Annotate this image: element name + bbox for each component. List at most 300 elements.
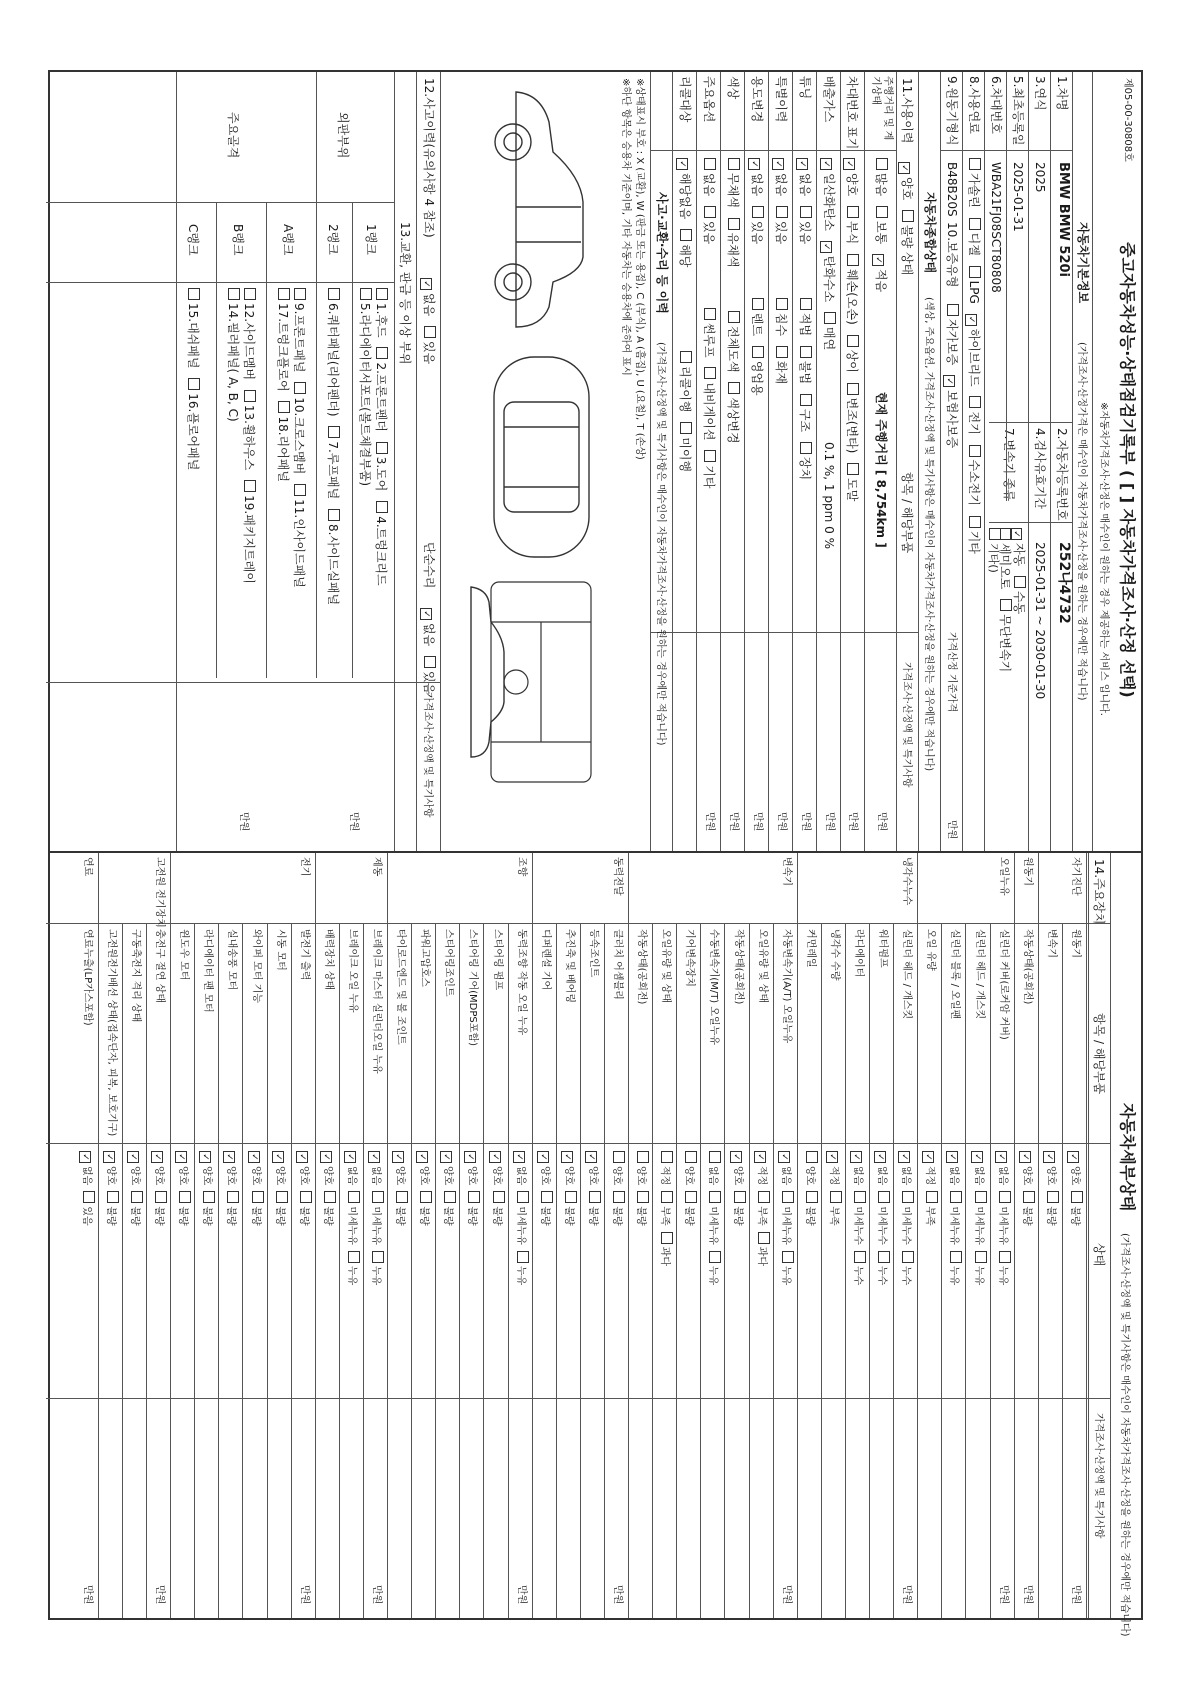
detail-item-label: 연료누출(LP가스포함) <box>81 929 93 1026</box>
detail-item-label: 발전기 출력 <box>298 929 310 981</box>
status-checkbox[interactable]: 부족 <box>921 1185 938 1225</box>
status-checkbox[interactable]: 양호 <box>632 1145 649 1185</box>
status-checkbox[interactable]: 미세누유 <box>367 1185 384 1245</box>
trans-cvt-checkbox[interactable]: 무단변속기 <box>997 593 1013 672</box>
status-checkbox[interactable]: 없음 <box>705 1145 722 1185</box>
detail-status-options <box>439 1145 456 1226</box>
status-checkbox[interactable]: ✓양호 <box>488 1145 504 1185</box>
reg-number-value: 252나4732 <box>1056 542 1072 624</box>
form-number: 제05-00-30808호 <box>1122 78 1133 162</box>
special-history-options <box>772 152 789 384</box>
status-checkbox[interactable]: 불량 <box>560 1185 577 1225</box>
status-checkbox[interactable]: 불량 <box>126 1185 143 1225</box>
detail-status-options <box>174 1145 191 1226</box>
device-group-label: 제동 <box>371 857 383 877</box>
row-divider <box>1014 853 1015 1618</box>
car-top-view <box>494 357 589 557</box>
detail-unit: 만원 <box>81 1585 93 1605</box>
tuning-yes-checkbox[interactable]: 있음 <box>797 200 813 244</box>
trans-semi-checkbox[interactable]: 세미오토 <box>997 522 1013 589</box>
vin-mark-label: 차대번호 표기 <box>845 76 859 150</box>
emission-co-checkbox[interactable]: ✓일산화탄소 <box>820 152 837 231</box>
status-checkbox[interactable]: 불량 <box>1018 1185 1035 1225</box>
accident-note: (가격조사·산정액 및 특기사항은 매수인이 자동차가격조사·산정을 원하는 경우에만 적습니다) <box>655 342 666 746</box>
row-divider <box>484 923 485 1618</box>
detail-status-options <box>415 1145 432 1226</box>
detail-price-col: 가격조사·산정액 및 특기사항 <box>1093 1413 1104 1539</box>
use-change-options <box>748 152 765 396</box>
status-checkbox[interactable]: ✓양호 <box>536 1145 552 1185</box>
row-divider <box>676 923 677 1618</box>
color-chromatic-checkbox[interactable]: 유채색 <box>725 212 741 268</box>
tuning-legal-checkbox[interactable]: 적법 <box>797 292 813 336</box>
status-checkbox[interactable]: ✓양호 <box>198 1145 214 1185</box>
detail-item-label: 추진축 및 베어링 <box>563 929 575 1003</box>
row-divider <box>941 923 942 1618</box>
status-checkbox[interactable]: ✓양호 <box>295 1145 311 1185</box>
recall-na-checkbox[interactable]: ✓해당없음 <box>676 152 693 219</box>
status-checkbox[interactable]: 미세누유 <box>343 1185 360 1245</box>
status-checkbox[interactable]: 미세누유 <box>705 1185 722 1245</box>
detail-status-options <box>488 1145 505 1226</box>
status-checkbox[interactable]: 불량 <box>247 1185 264 1225</box>
row-divider <box>218 923 219 1618</box>
part-13-checkbox[interactable]: 13.휠하우스 <box>241 384 257 470</box>
part-16-checkbox[interactable]: 16.플로어패널 <box>185 372 201 470</box>
status-checkbox[interactable]: 불량 <box>632 1185 649 1225</box>
device-group-label: 자기진단 <box>1070 857 1081 896</box>
status-checkbox[interactable]: ✓없음 <box>777 1145 793 1185</box>
status-checkbox[interactable]: 누유 <box>512 1245 529 1285</box>
detail-status-options <box>705 1145 722 1285</box>
part-14-checkbox[interactable]: 14.필러패널( A, B, C) <box>225 282 241 422</box>
accident-price-col: 가격조사·산정액 및 특기사항 <box>422 692 433 818</box>
emission-hc-checkbox[interactable]: ✓탄화수소 <box>820 235 837 302</box>
status-checkbox[interactable]: ✓양호 <box>584 1145 600 1185</box>
status-checkbox[interactable]: ✓양호 <box>102 1145 118 1185</box>
usage-bad-checkbox[interactable]: 불량 <box>899 204 915 248</box>
detail-status-options <box>150 1145 167 1226</box>
status-checkbox[interactable]: 누유 <box>343 1245 360 1285</box>
part-17-checkbox[interactable]: 17.트렁크플로어 <box>275 282 291 392</box>
status-checkbox[interactable]: 불량 <box>319 1185 336 1225</box>
fuel-hybrid-checkbox[interactable]: ✓하이브리드 <box>965 308 982 387</box>
status-checkbox[interactable]: ✓없음 <box>512 1145 528 1185</box>
detail-item-label: 브레이크 마스터 실린더오일 누유 <box>371 929 383 1074</box>
options-sunroof-checkbox[interactable]: 썬루프 <box>701 302 717 358</box>
detail-unit: 만원 <box>1021 1585 1033 1605</box>
detail-status-options <box>560 1145 577 1226</box>
status-checkbox[interactable]: 미세누유 <box>946 1185 963 1245</box>
rank-1-label: 1랭크 <box>364 224 378 255</box>
detail-status-options <box>680 1145 697 1226</box>
status-checkbox[interactable]: 미세누수 <box>897 1185 914 1245</box>
status-checkbox[interactable]: ✓없음 <box>78 1145 94 1185</box>
status-checkbox[interactable]: ✓양호 <box>439 1145 455 1185</box>
row-divider <box>315 853 316 1618</box>
status-checkbox[interactable]: ✓적정 <box>753 1145 769 1185</box>
status-checkbox[interactable]: ✓양호 <box>391 1145 407 1185</box>
status-checkbox[interactable]: ✓없음 <box>367 1145 383 1185</box>
simple-repair-yes-checkbox[interactable]: 있음 <box>421 650 437 694</box>
fuel-lpg-checkbox[interactable]: LPG <box>966 260 982 304</box>
status-checkbox[interactable]: ✓적정 <box>825 1145 841 1185</box>
fuel-gasoline-checkbox[interactable]: 가솔린 <box>966 152 982 208</box>
part-18-checkbox[interactable]: 18.리어패널 <box>275 395 291 481</box>
status-checkbox[interactable]: 미세누수 <box>849 1185 866 1245</box>
status-checkbox[interactable]: 불량 <box>198 1185 215 1225</box>
color-change-checkbox[interactable]: 색상변경 <box>725 376 741 443</box>
status-checkbox[interactable]: 불량 <box>174 1185 191 1225</box>
fuel-hydrogen-checkbox[interactable]: 수소전기 <box>966 439 982 506</box>
status-checkbox[interactable]: ✓양호 <box>560 1145 576 1185</box>
detail-item-label: 브레이크 오일 누유 <box>347 929 358 1013</box>
status-checkbox[interactable]: ✓양호 <box>247 1145 263 1185</box>
price-col: 가격조사·산정액 및 특기사항 <box>901 662 912 788</box>
row-divider <box>532 853 533 1618</box>
basic-unit: 만원 <box>946 820 957 840</box>
status-checkbox[interactable]: 불량 <box>680 1185 697 1225</box>
first-reg-value: 2025-01-31 <box>1011 162 1025 232</box>
part-15-checkbox[interactable]: 15.대쉬패널 <box>185 282 201 368</box>
mileage-normal-checkbox[interactable]: 보통 <box>873 200 889 244</box>
status-checkbox[interactable]: 불량 <box>1066 1185 1083 1225</box>
special-none-checkbox[interactable]: ✓없음 <box>772 152 789 196</box>
detail-status-col: 상태 <box>1092 1243 1106 1267</box>
status-checkbox[interactable]: ✓양호 <box>729 1145 745 1185</box>
detail-status-options <box>897 1145 914 1285</box>
outer-panel-label: 외판부위 <box>336 112 350 159</box>
fuel-etc-checkbox[interactable]: 기타 <box>966 510 982 554</box>
year-value: 2025 <box>1033 162 1047 193</box>
warranty-price-note: 가격산정 기준가격 <box>946 632 957 713</box>
rank-2-label: 2랭크 <box>326 224 340 255</box>
inspection-sheet <box>48 70 1143 1637</box>
mileage-high-checkbox[interactable]: 많음 <box>873 152 889 196</box>
rank-1-items-a <box>373 282 389 586</box>
detail-unit: 만원 <box>612 1585 624 1605</box>
part-10-checkbox[interactable]: 10.크로스멤버 <box>291 376 307 474</box>
status-checkbox[interactable]: 미세누유 <box>777 1185 794 1245</box>
status-checkbox[interactable]: 부족 <box>656 1185 673 1225</box>
status-checkbox[interactable]: 불량 <box>608 1185 625 1225</box>
fuel-diesel-checkbox[interactable]: 디젤 <box>966 212 982 256</box>
status-checkbox[interactable]: ✓양호 <box>1018 1145 1034 1185</box>
detail-status-options <box>78 1145 95 1226</box>
use-commercial-checkbox[interactable]: 영업용 <box>749 340 765 396</box>
rank-b-items-a <box>241 282 257 584</box>
status-checkbox[interactable]: ✓양호 <box>126 1145 142 1185</box>
simple-repair-label: 단순수리 <box>422 542 436 589</box>
general-status-header: 자동차종합상태 <box>923 192 937 274</box>
detail-item-label: 오일유량 및 상태 <box>660 929 672 1003</box>
status-checkbox[interactable]: ✓없음 <box>849 1145 865 1185</box>
device-group-label: 원동기 <box>1021 857 1033 886</box>
status-checkbox[interactable]: 적정 <box>656 1145 673 1185</box>
status-checkbox[interactable]: 불량 <box>150 1185 167 1225</box>
detail-item-label: 타이로드엔드 및 볼 조인트 <box>395 929 407 1045</box>
vin-label: 6.차대번호 <box>989 76 1003 134</box>
status-checkbox[interactable]: ✓양호 <box>1066 1145 1082 1185</box>
tuning-illegal-checkbox[interactable]: 불법 <box>797 340 813 384</box>
car-name-label: 1.차명 <box>1055 76 1069 111</box>
color-full-paint-checkbox[interactable]: 전체도색 <box>725 305 741 372</box>
part-3-checkbox[interactable]: 3.도어 <box>373 436 389 492</box>
vin-mismatch-checkbox[interactable]: 상이 <box>844 329 860 373</box>
row-divider <box>146 923 147 1618</box>
status-checkbox[interactable]: 미세누유 <box>512 1185 529 1245</box>
vin-good-checkbox[interactable]: ✓양호 <box>843 152 860 196</box>
status-checkbox[interactable]: 불량 <box>488 1185 505 1225</box>
tuning-structure-checkbox[interactable]: 구조 <box>797 388 813 432</box>
color-unit: 만원 <box>728 812 739 832</box>
detail-unit: 만원 <box>901 1585 913 1605</box>
status-checkbox[interactable]: 불량 <box>415 1185 432 1225</box>
detail-unit: 만원 <box>997 1585 1009 1605</box>
status-checkbox[interactable]: ✓적정 <box>921 1145 937 1185</box>
options-nav-checkbox[interactable]: 내비게이션 <box>701 361 717 440</box>
row-divider <box>797 853 798 1618</box>
emission-value: 0.1 %, 1 ppm 0 % <box>822 442 836 549</box>
options-none-checkbox[interactable]: 없음 <box>701 152 717 196</box>
recall-label: 리콜대상 <box>678 76 692 123</box>
fuel-electric-checkbox[interactable]: 전기 <box>966 390 982 434</box>
part-7-checkbox[interactable]: 7.루프패널 <box>325 420 341 499</box>
status-checkbox[interactable]: ✓양호 <box>415 1145 431 1185</box>
status-checkbox[interactable]: ✓없음 <box>994 1145 1010 1185</box>
status-checkbox[interactable]: 누수 <box>873 1245 890 1285</box>
status-checkbox[interactable]: 불량 <box>584 1185 601 1225</box>
status-checkbox[interactable]: 누유 <box>970 1245 987 1285</box>
vin-smear-checkbox[interactable]: 도말 <box>844 457 860 501</box>
status-checkbox[interactable]: 누수 <box>897 1245 914 1285</box>
emission-smoke-checkbox[interactable]: 매연 <box>821 306 837 350</box>
status-checkbox[interactable]: 불량 <box>295 1185 312 1225</box>
row-divider <box>411 923 412 1618</box>
detail-device-col: 14.주요장치 <box>1092 859 1106 925</box>
row-divider <box>363 923 364 1618</box>
status-checkbox[interactable]: 양호 <box>608 1145 625 1185</box>
status-checkbox[interactable]: ✓양호 <box>223 1145 239 1185</box>
detail-status-options <box>608 1145 625 1226</box>
part-1-checkbox[interactable]: 1.후드 <box>373 282 389 338</box>
status-checkbox[interactable]: ✓양호 <box>464 1145 480 1185</box>
row-divider <box>917 853 918 1618</box>
row-divider <box>990 923 991 1618</box>
car-frame-view <box>491 582 591 782</box>
detail-item-label: 실린더 헤드 / 개스킷 <box>973 929 985 1020</box>
abnormal-parts-label: 13.교환, 판금 등 이상 부위 <box>398 222 412 365</box>
status-checkbox[interactable]: 불량 <box>391 1185 408 1225</box>
rank-c-label: C랭크 <box>186 224 200 256</box>
status-checkbox[interactable]: 누유 <box>705 1245 722 1285</box>
row-divider <box>1038 853 1039 1618</box>
detail-unit: 만원 <box>515 1585 527 1605</box>
special-fire-checkbox[interactable]: 화재 <box>773 340 789 384</box>
status-checkbox[interactable]: ✓없음 <box>897 1145 913 1185</box>
status-checkbox[interactable]: 양호 <box>680 1145 697 1185</box>
part-5-checkbox[interactable]: 5.라디에이터서포트(볼트체결부품) <box>357 282 373 486</box>
part-19-checkbox[interactable]: 19.패키지트레이 <box>241 474 257 584</box>
status-checkbox[interactable]: 불량 <box>536 1185 553 1225</box>
detail-unit: 만원 <box>780 1585 792 1605</box>
detail-item-label: 충전구 절연 상태 <box>154 929 166 1003</box>
status-checkbox[interactable]: ✓양호 <box>271 1145 287 1185</box>
status-checkbox[interactable]: ✓없음 <box>946 1145 962 1185</box>
use-rent-checkbox[interactable]: 렌트 <box>749 292 765 336</box>
status-checkbox[interactable]: 미세누유 <box>970 1185 987 1245</box>
row-divider <box>893 923 894 1618</box>
tuning-device-checkbox[interactable]: 장치 <box>797 436 813 480</box>
detail-status-options <box>729 1145 746 1226</box>
detail-item-label: 실린더 커버(로커암 커버) <box>997 929 1009 1040</box>
status-checkbox[interactable]: 불량 <box>464 1185 481 1225</box>
status-checkbox[interactable]: 미세누유 <box>994 1185 1011 1245</box>
detail-item-label: 작동상태(공회전) <box>1021 929 1033 1005</box>
trans-etc-checkbox[interactable]: 기타() <box>985 522 1001 573</box>
vin-damage-checkbox[interactable]: 훼손(오손) <box>844 248 860 325</box>
options-etc-checkbox[interactable]: 기타 <box>701 444 717 488</box>
detail-item-label: 워터펌프 <box>877 929 889 968</box>
status-checkbox[interactable]: 불량 <box>439 1185 456 1225</box>
part-8-checkbox[interactable]: 8.사이드실패널 <box>325 503 341 605</box>
row-divider <box>845 923 846 1618</box>
use-none-checkbox[interactable]: ✓없음 <box>748 152 765 196</box>
row-divider <box>243 923 244 1618</box>
status-checkbox[interactable]: ✓없음 <box>970 1145 986 1185</box>
row-divider <box>194 923 195 1618</box>
detail-status-options <box>921 1145 938 1226</box>
part-2-checkbox[interactable]: 2.프론트펜더 <box>373 341 389 431</box>
status-checkbox[interactable]: 누유 <box>994 1245 1011 1285</box>
status-checkbox[interactable]: ✓양호 <box>319 1145 335 1185</box>
status-checkbox[interactable]: ✓양호 <box>150 1145 166 1185</box>
status-checkbox[interactable]: 부족 <box>825 1185 842 1225</box>
right-page <box>48 853 1143 1637</box>
status-checkbox[interactable]: ✓양호 <box>1042 1145 1058 1185</box>
accident-none-checkbox[interactable]: ✓없음 <box>420 272 437 316</box>
tuning-label: 튜닝 <box>798 76 812 100</box>
inspection-period-label: 4.검사유효기간 <box>1033 428 1047 510</box>
detail-status-options <box>367 1145 384 1285</box>
detail-item-label: 기어변속장치 <box>684 929 696 987</box>
status-checkbox[interactable]: ✓없음 <box>873 1145 889 1185</box>
simple-repair-none-checkbox[interactable]: ✓없음 <box>420 602 437 646</box>
status-checkbox[interactable]: 부족 <box>753 1185 770 1225</box>
detail-item-label: 라디에이터 팬 모터 <box>202 929 214 1013</box>
main-options-label: 주요옵션 <box>702 76 716 123</box>
detail-status-options <box>126 1145 143 1226</box>
status-checkbox[interactable]: ✓없음 <box>343 1145 359 1185</box>
detail-item-label: 구동축전지 격리 상태 <box>130 929 142 1023</box>
detail-item-label: 라디에이터 <box>853 929 865 978</box>
warranty-self-checkbox[interactable]: 자가보증 <box>944 298 960 365</box>
trans-manual-checkbox[interactable]: 수동 <box>1011 570 1027 614</box>
status-checkbox[interactable]: ✓양호 <box>174 1145 190 1185</box>
part-12-checkbox[interactable]: 12.사이드멤버 <box>241 282 257 380</box>
tuning-options <box>796 152 813 480</box>
warranty-insurance-checkbox[interactable]: ✓보험사보증 <box>943 369 960 448</box>
part-4-checkbox[interactable]: 4.트렁크리드 <box>373 495 389 585</box>
special-history-label: 특별이력 <box>774 76 788 123</box>
status-checkbox[interactable]: 과다 <box>656 1226 673 1266</box>
legend-line-2: ※하단 항목은 승용차 기준이며, 기타 자동차는 승용차에 준하여 표시 <box>620 78 631 376</box>
trans-auto-checkbox[interactable]: ✓자동 <box>1010 522 1027 566</box>
status-checkbox[interactable]: 누유 <box>777 1245 794 1285</box>
status-checkbox[interactable]: 불량 <box>1042 1185 1059 1225</box>
options-yes-checkbox[interactable]: 있음 <box>701 200 717 244</box>
left-page <box>48 70 1143 853</box>
color-achromatic-checkbox[interactable]: 무채색 <box>725 152 741 208</box>
row-divider <box>652 923 653 1618</box>
recall-applicable-checkbox[interactable]: 해당 <box>677 223 693 267</box>
detail-status-options <box>536 1145 553 1226</box>
accident-history-label: 12.사고이력(유의사항 4 참조) <box>422 78 436 238</box>
meter-unit: 만원 <box>876 812 887 832</box>
usage-good-checkbox[interactable]: ✓양호 <box>898 156 915 200</box>
status-checkbox[interactable]: 불량 <box>801 1185 818 1225</box>
recall-done-checkbox[interactable]: 리콜이행 <box>677 345 693 412</box>
detail-item-label: 배력장치 상태 <box>322 929 334 991</box>
usage-col-label: 11.사용이력 <box>900 78 914 144</box>
accident-yes-checkbox[interactable]: 있음 <box>421 320 437 364</box>
outer-unit: 만원 <box>348 812 359 832</box>
vin-altered-checkbox[interactable]: 변조(변타) <box>844 377 860 454</box>
status-checkbox[interactable]: 미세누수 <box>873 1185 890 1245</box>
status-checkbox[interactable]: 불량 <box>729 1185 746 1225</box>
status-checkbox[interactable]: 누유 <box>946 1245 963 1285</box>
tuning-none-checkbox[interactable]: ✓없음 <box>796 152 813 196</box>
detail-item-label: 스티어링조인트 <box>443 929 455 997</box>
detail-unit: 만원 <box>371 1585 383 1605</box>
detail-status-options <box>632 1145 649 1226</box>
status-checkbox[interactable]: 누유 <box>367 1245 384 1285</box>
use-yes-checkbox[interactable]: 있음 <box>749 200 765 244</box>
emission-label: 배출가스 <box>822 76 836 123</box>
status-checkbox[interactable]: 불량 <box>271 1185 288 1225</box>
emission-options <box>820 152 837 350</box>
part-6-checkbox[interactable]: 6.쿼터패널(리어펜더) <box>325 282 341 417</box>
detail-status-options <box>391 1145 408 1226</box>
status-checkbox[interactable]: 과다 <box>753 1226 770 1266</box>
status-checkbox[interactable]: 불량 <box>223 1185 240 1225</box>
transmission-label: 7.변속기 종류 <box>1002 428 1016 502</box>
part-9-checkbox[interactable]: 9.프론트패널 <box>291 282 307 372</box>
part-11-checkbox[interactable]: 11.인사이드패널 <box>291 478 307 588</box>
detail-item-label: 스티어링 기어(MDPS포함) <box>467 929 479 1046</box>
mileage-low-checkbox[interactable]: ✓적음 <box>872 248 889 292</box>
row-divider <box>98 853 99 1618</box>
recall-notdone-checkbox[interactable]: 미이행 <box>677 416 693 472</box>
special-flood-checkbox[interactable]: 침수 <box>773 292 789 336</box>
status-checkbox[interactable]: 있음 <box>78 1185 95 1225</box>
vin-value: WBA21FJ08SCT80808 <box>989 162 1003 293</box>
simple-repair-options <box>420 602 437 694</box>
detail-item-label: 파워고압호스 <box>419 929 431 987</box>
row-divider <box>966 923 967 1618</box>
detail-status-options <box>1066 1145 1083 1226</box>
detail-item-label: 커먼레일 <box>804 929 816 968</box>
row-divider <box>604 923 605 1618</box>
detail-item-label: 변속기 <box>1045 929 1057 958</box>
status-checkbox[interactable]: 누수 <box>849 1245 866 1285</box>
vin-rust-checkbox[interactable]: 부식 <box>844 200 860 244</box>
row-divider <box>1086 853 1087 1618</box>
engine-type-label: 9.원동기형식 <box>945 76 959 146</box>
status-checkbox[interactable]: 불량 <box>102 1185 119 1225</box>
status-checkbox[interactable]: 양호 <box>801 1145 818 1185</box>
special-yes-checkbox[interactable]: 있음 <box>773 200 789 244</box>
